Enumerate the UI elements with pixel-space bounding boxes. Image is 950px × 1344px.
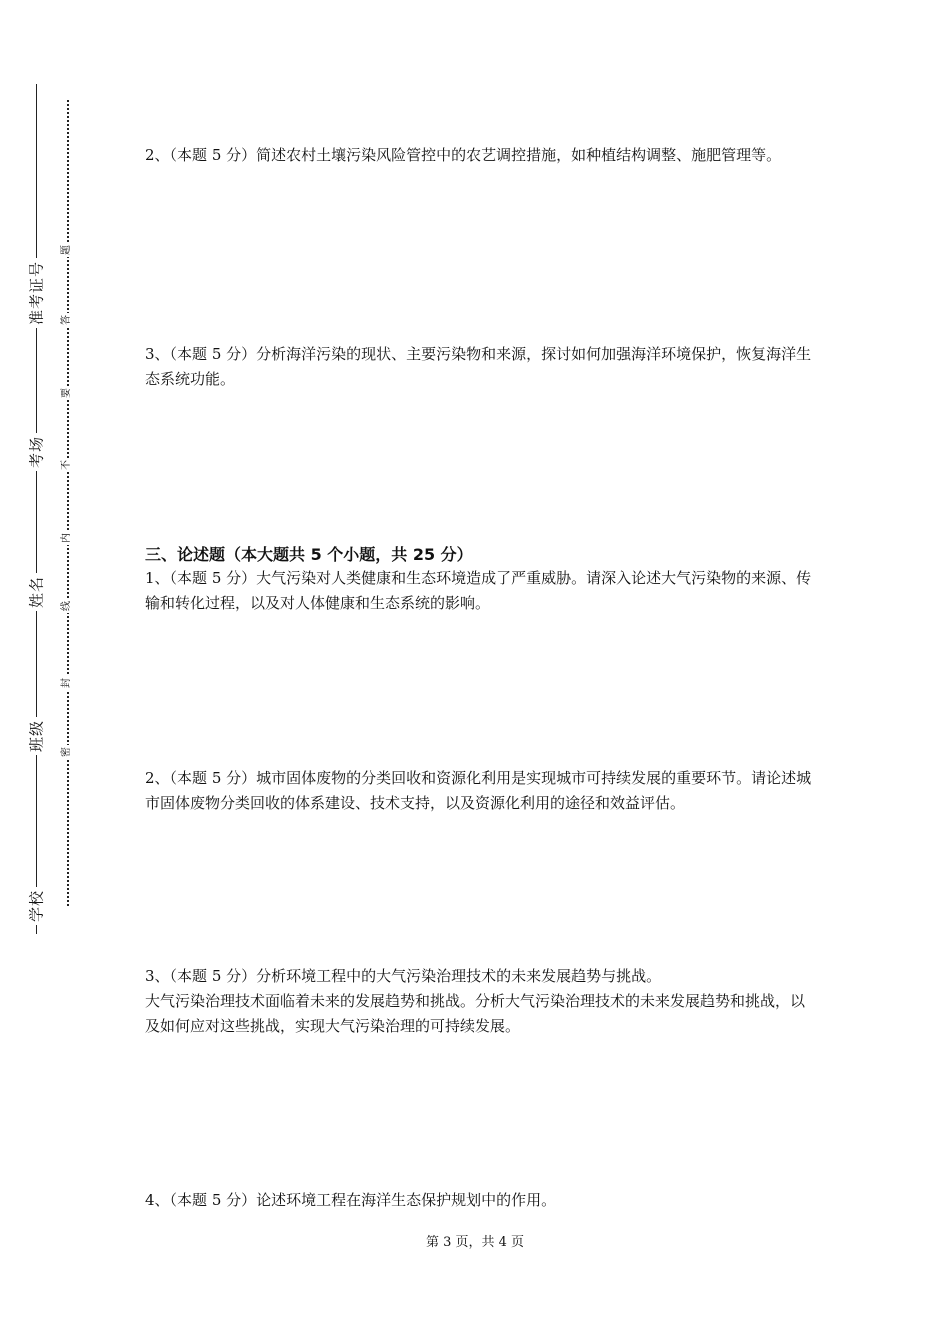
field-name-label: 姓名 [26,573,47,611]
question-score: （本题 5 分） [169,1191,257,1209]
question-score: （本题 5 分） [169,769,257,787]
question-text: 分析海洋污染的现状、主要污染物和来源，探讨如何加强海洋环境保护，恢复海洋生态系统功能。 [145,345,812,388]
question-number: 1、 [145,569,170,587]
field-exam-room-label: 考场 [26,433,47,471]
question-text: 城市固体废物的分类回收和资源化利用是实现城市可持续发展的重要环节。请论述城市固体废物分类回收的体系建设、技术支持，以及资源化利用的途径和效益评估。 [145,769,812,812]
question-3-1 [145,566,813,616]
question-3-2 [145,766,813,816]
question-2-3 [145,342,813,392]
seal-dotted-line [67,100,69,906]
question-3-3 [145,964,813,1039]
question-score: （本题 5 分） [169,146,257,164]
seal-char: 答 [61,315,72,325]
question-number: 4、 [145,1191,170,1209]
seal-char: 要 [61,388,72,398]
page-footer: 第 3 页，共 4 页 [425,1235,525,1250]
question-number: 3、 [145,967,170,985]
field-school-label: 学校 [26,887,47,925]
question-text: 分析环境工程中的大气污染治理技术的未来发展趋势与挑战。 [256,967,662,985]
seal-char: 线 [61,601,72,611]
question-number: 2、 [145,146,170,164]
question-2-2 [145,143,813,168]
question-score: （本题 5 分） [169,967,257,985]
seal-char: 题 [61,245,72,255]
binding-solid-line [36,84,37,934]
section-3-title: 三、论述题（本大题共 5 个小题，共 25 分） [145,545,473,564]
question-text-continued: 大气污染治理技术面临着未来的发展趋势和挑战。分析大气污染治理技术的未来发展趋势和挑战，以及如何应对这些挑战，实现大气污染治理的可持续发展。 [145,992,806,1035]
binding-margin [0,0,120,1344]
seal-char: 封 [61,678,72,688]
question-score: （本题 5 分） [169,345,257,363]
field-exam-id-label: 准考证号 [26,258,47,328]
field-class-label: 班级 [26,717,47,755]
question-text: 大气污染对人类健康和生态环境造成了严重威胁。请深入论述大气污染物的来源、传输和转化过程，以及对人体健康和生态系统的影响。 [145,569,812,612]
question-score: （本题 5 分） [169,569,257,587]
question-3-4 [145,1188,813,1213]
seal-char: 不 [61,460,72,470]
seal-char: 密 [61,747,72,757]
question-number: 3、 [145,345,170,363]
seal-char: 内 [61,533,72,543]
question-number: 2、 [145,769,170,787]
question-text: 简述农村土壤污染风险管控中的农艺调控措施，如种植结构调整、施肥管理等。 [256,146,782,164]
question-text: 论述环境工程在海洋生态保护规划中的作用。 [256,1191,557,1209]
